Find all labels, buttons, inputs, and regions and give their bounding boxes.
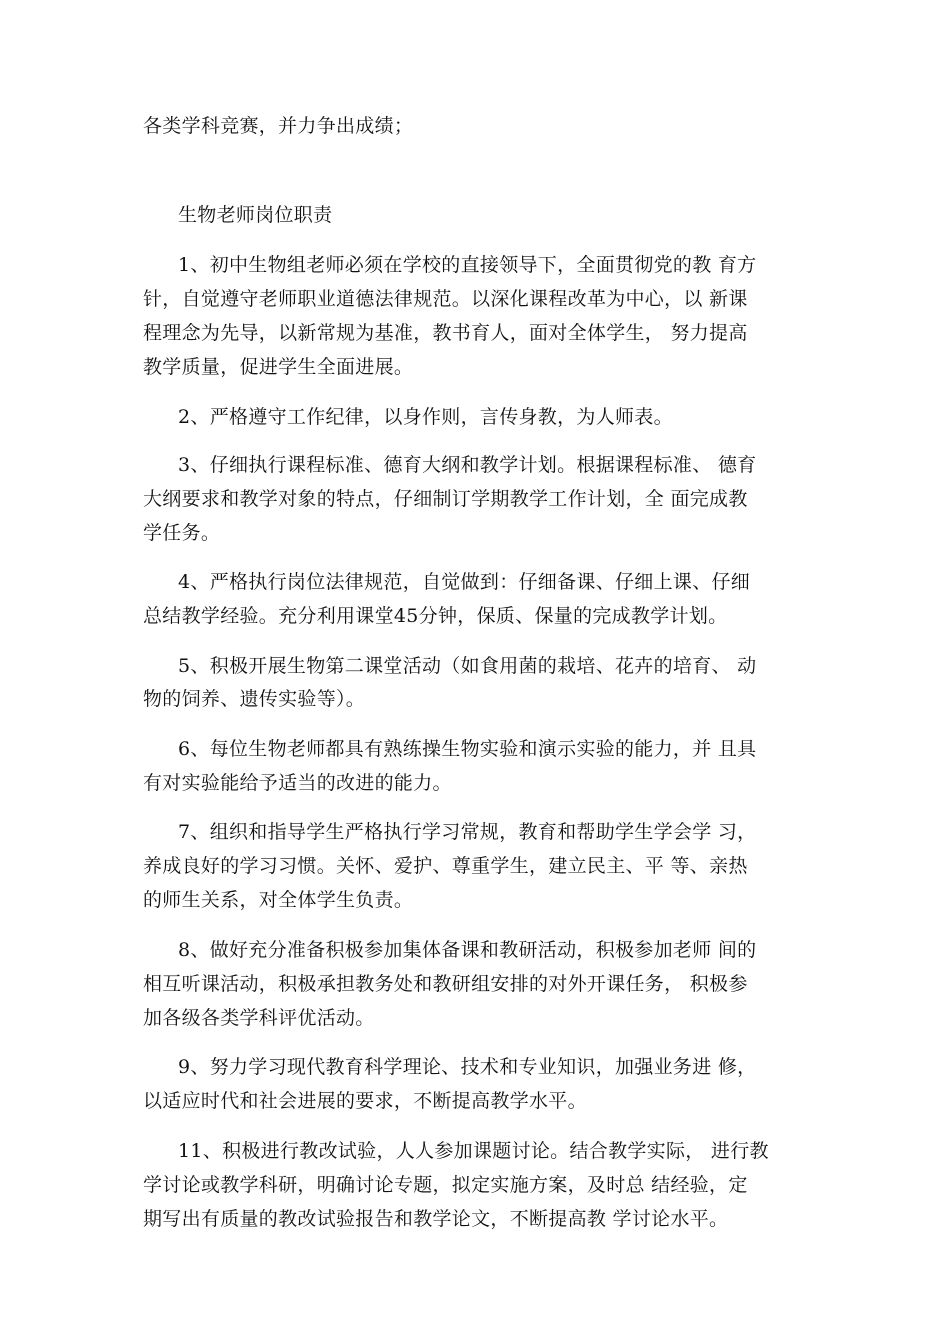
text-line: 3、仔细执行课程标准、德育大纲和教学计划。根据课程标准、 德育: [178, 454, 757, 476]
section-heading: 生物老师岗位职责: [178, 204, 333, 226]
text-line: 11、积极进行教改试验，人人参加课题讨论。结合教学实际， 进行教: [178, 1140, 769, 1162]
text-line: 8、做好充分准备积极参加集体备课和教研活动，积极参加老师 间的: [178, 939, 757, 961]
text-line: 以适应时代和社会进展的要求，不断提高教学水平。: [143, 1090, 587, 1112]
text-line: 程理念为先导，以新常规为基准，教书育人，面对全体学生， 努力提高: [143, 322, 748, 344]
text-line: 5、积极开展生物第二课堂活动（如食用菌的栽培、花卉的培育、 动: [178, 655, 757, 677]
text-line: 各类学科竞赛，并力争出成绩；: [143, 115, 414, 137]
text-line: 针，自觉遵守老师职业道德法律规范。以深化课程改革为中心，以 新课: [143, 288, 748, 310]
text-line: 大纲要求和教学对象的特点，仔细制订学期教学工作计划，全 面完成教: [143, 488, 748, 510]
text-line: 1、初中生物组老师必须在学校的直接领导下，全面贯彻党的教 育方: [178, 254, 757, 276]
text-line: 学任务。: [143, 522, 221, 544]
text-line: 总结教学经验。充分利用课堂45分钟，保质、保量的完成教学计划。: [143, 605, 728, 627]
text-line: 7、组织和指导学生严格执行学习常规，教育和帮助学生学会学 习，: [178, 821, 757, 843]
text-line: 物的饲养、遗传实验等）。: [143, 688, 366, 710]
text-line: 学讨论或教学科研，明确讨论专题，拟定实施方案，及时总 结经验，定: [143, 1174, 748, 1196]
text-line: 有对实验能给予适当的改进的能力。: [143, 772, 452, 794]
text-line: 加各级各类学科评优活动。: [143, 1007, 375, 1029]
text-line: 期写出有质量的教改试验报告和教学论文，不断提高教 学讨论水平。: [143, 1208, 729, 1230]
text-line: 4、严格执行岗位法律规范，自觉做到：仔细备课、仔细上课、仔细: [178, 571, 751, 593]
text-line: 2、严格遵守工作纪律，以身作则，言传身教，为人师表。: [178, 406, 673, 428]
text-line: 养成良好的学习习惯。关怀、爱护、尊重学生，建立民主、平 等、亲热: [143, 855, 748, 877]
text-line: 的师生关系，对全体学生负责。: [143, 889, 414, 911]
text-line: 9、努力学习现代教育科学理论、技术和专业知识，加强业务进 修，: [178, 1056, 757, 1078]
text-line: 教学质量，促进学生全面进展。: [143, 356, 414, 378]
text-line: 6、每位生物老师都具有熟练操生物实验和演示实验的能力，并 且具: [178, 738, 757, 760]
text-line: 相互听课活动，积极承担教务处和教研组安排的对外开课任务， 积极参: [143, 973, 748, 995]
